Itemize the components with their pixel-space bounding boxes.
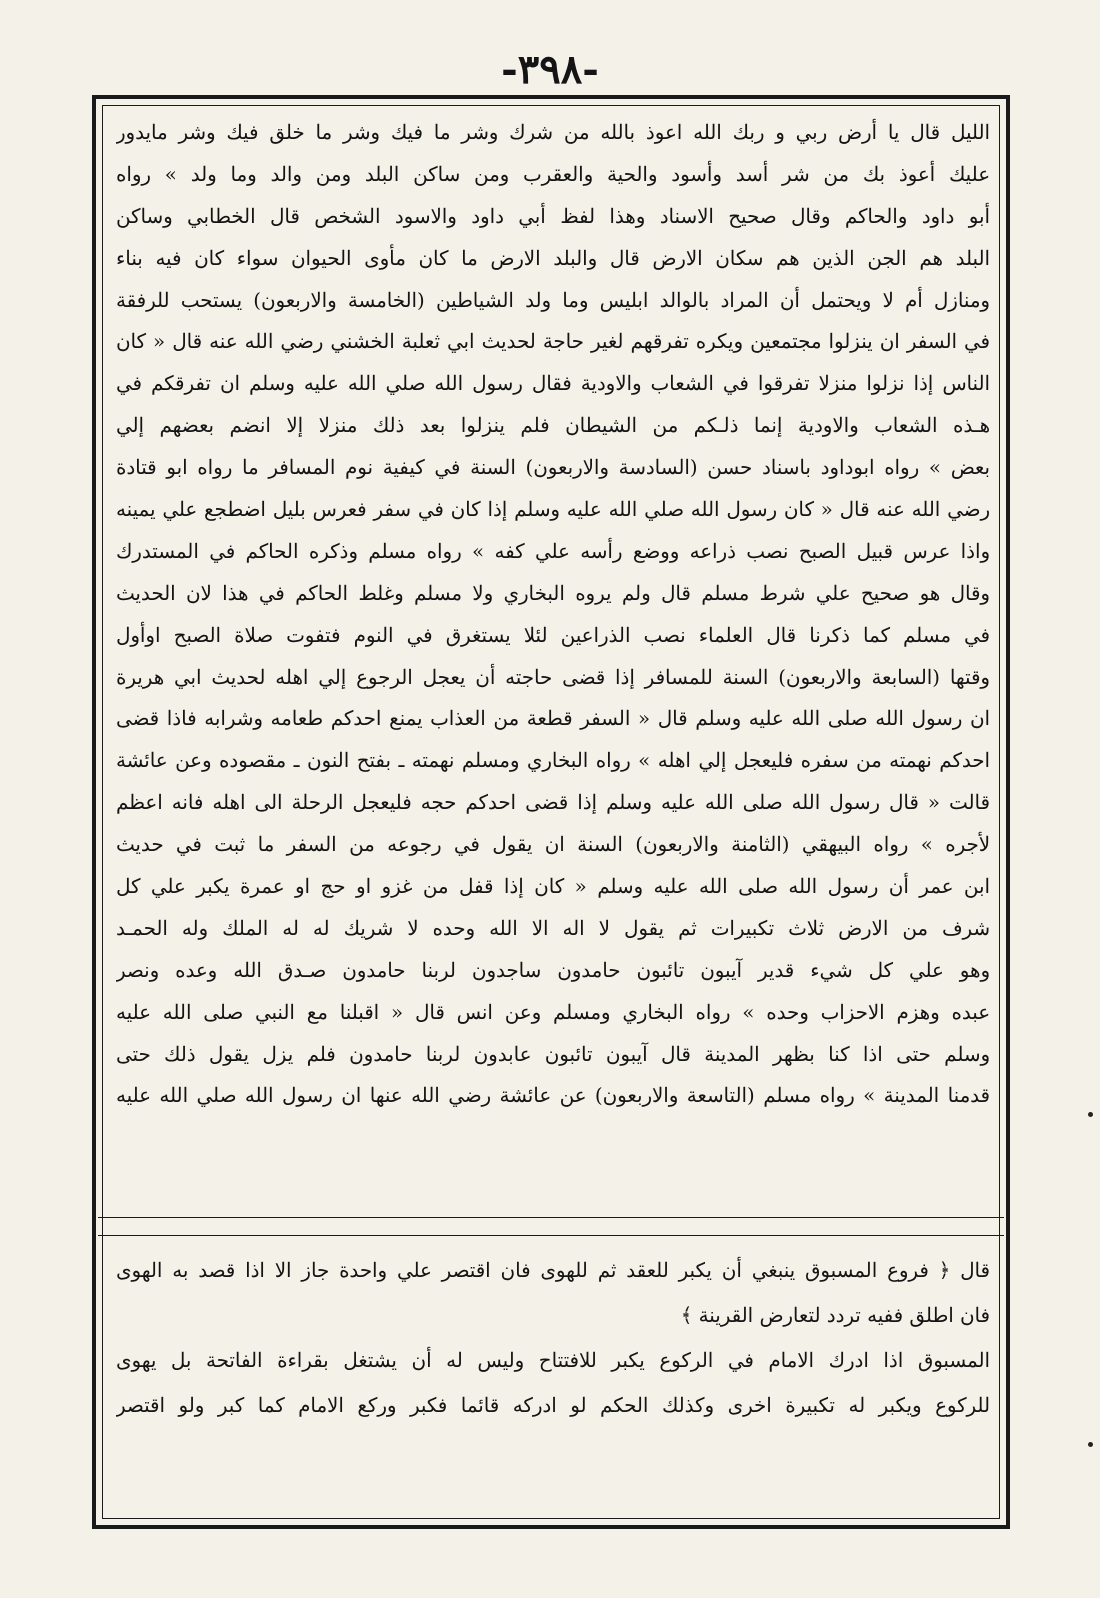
main-line: الليل قال يا أرض ربي و ربك الله اعوذ بالله من شرك وشر ما فيك وشر ما خلق فيك وشر مايدور <box>116 121 990 144</box>
commentary-line: للركوع ويكبر له تكبيرة اخرى وكذلك الحكم لو ادركه قائما فكبر وركع الامام كما كبر ولو اقتصر <box>116 1394 990 1417</box>
main-line: بعض » رواه ابوداود باسناد حسن (السادسة والاربعون) السنة في كيفية نوم المسافر ما رواه ابو قتادة <box>116 456 990 480</box>
main-line: وقتها (السابعة والاربعون) السنة للمسافر إذا قضى حاجته أن يعجل الرجوع إلي اهله لحديث ابي هريرة <box>116 665 990 689</box>
main-line: شرف من الارض ثلاث تكبيرات ثم يقول لا اله الا الله وحده لا شريك له له الملك وله الحمـد <box>116 916 990 940</box>
section-divider <box>98 1235 1004 1236</box>
main-line: عليك أعوذ بك من شر أسد وأسود والحية والعقرب ومن ساكن البلد ومن والد وما ولد » رواه <box>116 162 990 186</box>
main-line: الناس إذا نزلوا منزلا تفرقوا في الشعاب والاودية فقال رسول الله صلي الله عليه وسلم ان تفرقكم في <box>116 372 990 396</box>
main-line: هـذه الشعاب والاودية إنما ذلـكم من الشيطان فلم ينزلوا بعد ذلك منزلا إلا انضم بعضهم إلي <box>116 414 990 438</box>
main-line: رضي الله عنه قال « كان رسول الله صلي الله عليه وسلم إذا كان في سفر فعرس بليل اضطجع علي يمينه <box>116 498 990 522</box>
commentary-line: فان اطلق ففيه تردد لتعارض القرينة ﴾ <box>680 1304 990 1327</box>
main-line: ومنازل أم لا ويحتمل أن المراد بالوالد ابليس وما ولد الشياطين (الخامسة والاربعون) يستحب للرفقة <box>116 288 990 312</box>
page-number: -٣٩٨- <box>501 46 599 93</box>
main-line: عبده وهزم الاحزاب وحده » رواه البخاري ومسلم وعن انس قال « اقبلنا مع النبي صلى الله عليه <box>116 1000 990 1024</box>
main-line: واذا عرس قبيل الصبح نصب ذراعه ووضع رأسه علي كفه » رواه مسلم وذكره الحاكم في المستدرك <box>116 539 990 563</box>
main-line: في مسلم كما ذكرنا قال العلماء نصب الذراعين لئلا يستغرق في النوم فتفوت صلاة الصبح اوأول <box>116 623 990 647</box>
margin-mark <box>1088 1112 1093 1117</box>
commentary-text-block <box>116 1248 990 1428</box>
main-line: لأجره » رواه البيهقي (الثامنة والاربعون) السنة ان يقول في رجوعه من السفر ما ثبت في حديث <box>116 833 990 857</box>
margin-mark <box>1088 1442 1093 1447</box>
commentary-line: المسبوق اذا ادرك الامام في الركوع يكبر للافتتاح وليس له أن يشتغل بقراءة الفاتحة بل يهوى <box>116 1349 990 1372</box>
main-line: ان رسول الله صلى الله عليه وسلم قال « السفر قطعة من العذاب يمنع احدكم طعامه وشرابه فاذا قضى <box>116 707 990 731</box>
main-line: في السفر ان ينزلوا مجتمعين ويكره تفرقهم لغير حاجة لحديث ابي ثعلبة الخشني رضي الله عنه قال « كان <box>116 330 990 354</box>
main-line: أبو داود والحاكم وقال صحيح الاسناد وهذا لفظ أبي داود والاسود الشخص قال الخطابي وساكن <box>116 204 990 228</box>
main-line: وقال هو صحيح علي شرط مسلم قال ولم يروه البخاري ولا مسلم وغلط الحاكم في هذا لان الحديث <box>116 581 990 605</box>
main-line: ابن عمر أن رسول الله صلى الله عليه وسلم « كان إذا قفل من غزو او حج او عمرة يكبر علي كل <box>116 875 990 899</box>
main-line: وهو علي كل شيء قدير آيبون تائبون حامدون ساجدون لربنا حامدون صـدق الله وعده ونصر <box>116 958 990 982</box>
section-divider <box>98 1217 1004 1218</box>
main-line: قالت « قال رسول الله صلى الله عليه وسلم إذا قضى احدكم حجه فليعجل الرحلة الى اهله فانه اعظم <box>116 791 990 815</box>
main-line: قدمنا المدينة » رواه مسلم (التاسعة والاربعون) عن عائشة رضي الله عنها ان رسول الله صلي الله عليه <box>116 1084 990 1108</box>
main-line: وسلم حتى اذا كنا بظهر المدينة قال آيبون تائبون عابدون لربنا حامدون فلم يزل يقول ذلك حتى <box>116 1042 990 1066</box>
main-text-block <box>116 112 990 1117</box>
main-line: البلد هم الجن الذين هم سكان الارض قال والبلد الارض ما كان مأوى الحيوان سواء كان فيه بناء <box>116 246 990 270</box>
commentary-line: قال ﴿ فروع المسبوق ينبغي أن يكبر للعقد ثم للهوى فان اقتصر علي واحدة جاز الا اذا قصد به الهوى <box>116 1259 990 1282</box>
main-line: احدكم نهمته من سفره فليعجل إلي اهله » رواه البخاري ومسلم نهمته ـ بفتح النون ـ مقصوده وعن عائشة <box>116 749 990 773</box>
